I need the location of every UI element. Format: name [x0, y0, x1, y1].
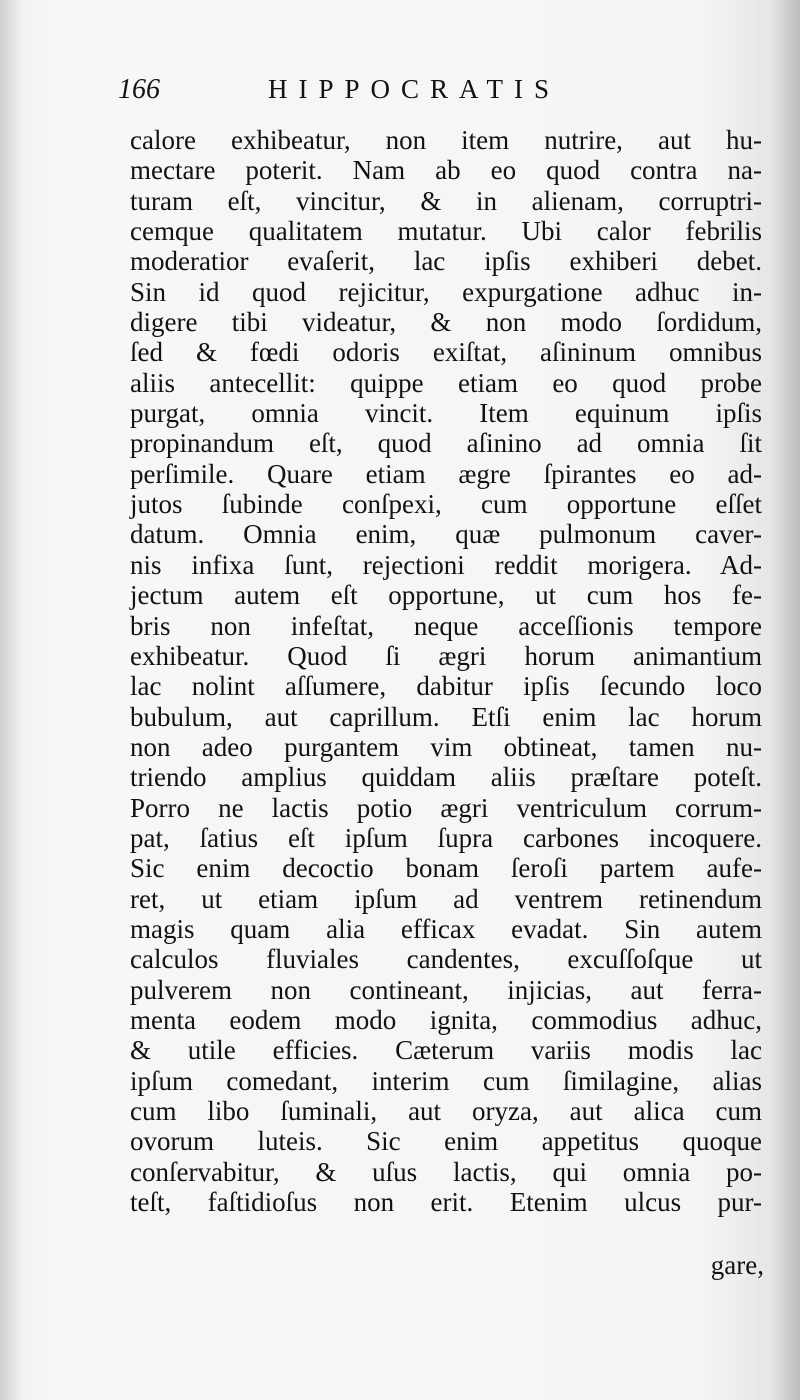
text-line: Porro ne lactis potio ægri ventriculum corrum-	[130, 792, 762, 823]
text-line: calore exhibeatur, non item nutrire, aut hu-	[130, 125, 762, 155]
text-line: propinandum eſt, quod aſinino ad omnia ſit	[130, 428, 762, 459]
text-line: bris non infeſtat, neque acceſſionis tempore	[130, 610, 762, 641]
text-line: purgat, omnia vincit. Item equinum ipſis	[130, 398, 762, 429]
text-line: jutos ſubinde conſpexi, cum opportune eſſet	[130, 489, 762, 520]
running-title: HIPPOCRATIS	[268, 74, 561, 104]
text-line: non adeo purgantem vim obtineat, tamen nu-	[130, 731, 762, 762]
running-head	[118, 70, 638, 110]
text-line: pat, ſatius eſt ipſum ſupra carbones incoquere.	[130, 822, 762, 853]
text-line: perſimile. Quare etiam ægre ſpirantes eo ad-	[130, 458, 762, 489]
text-line: jectum autem eſt opportune, ut cum hos fe-	[130, 580, 762, 611]
text-line: Sic enim decoctio bonam ſeroſi partem aufe-	[130, 853, 762, 884]
text-line: cemque qualitatem mutatur. Ubi calor febrilis	[130, 216, 762, 247]
text-line: & utile efficies. Cæterum variis modis lac	[130, 1035, 762, 1066]
text-line: datum. Omnia enim, quæ pulmonum caver-	[130, 519, 762, 550]
text-line: mectare poterit. Nam ab eo quod contra na-	[130, 155, 762, 186]
text-line: nis infixa ſunt, rejectioni reddit morigera. Ad-	[130, 549, 762, 580]
catchword: gare,	[710, 1250, 764, 1280]
text-line: ſed & fœdi odoris exiſtat, aſininum omnibus	[130, 337, 762, 368]
page-number: 166	[118, 74, 160, 105]
text-line: triendo amplius quiddam aliis præſtare poteſt.	[130, 762, 762, 793]
text-line: cum libo ſuminali, aut oryza, aut alica cum	[130, 1096, 762, 1126]
body-text	[130, 125, 762, 1217]
text-line: digere tibi videatur, & non modo ſordidum,	[130, 307, 762, 338]
text-line: ovorum luteis. Sic enim appetitus quoque	[130, 1126, 762, 1157]
text-line: conſervabitur, & uſus lactis, qui omnia po-	[130, 1156, 762, 1187]
text-line: pulverem non contineant, injicias, aut ferra-	[130, 974, 762, 1005]
text-line: moderatior evaſerit, lac ipſis exhiberi debet.	[130, 246, 762, 277]
text-line: bubulum, aut caprillum. Etſi enim lac horum	[130, 701, 762, 732]
text-line: turam eſt, vincitur, & in alienam, corruptri-	[130, 185, 762, 216]
text-line: ret, ut etiam ipſum ad ventrem retinendum	[130, 883, 762, 914]
text-line: aliis antecellit: quippe etiam eo quod probe	[130, 367, 762, 398]
text-line: exhibeatur. Quod ſi ægri horum animantium	[130, 640, 762, 671]
text-line: teſt, faſtidioſus non erit. Etenim ulcus pur-	[130, 1187, 762, 1218]
text-line: Sin id quod rejicitur, expurgatione adhuc in-	[130, 276, 762, 307]
text-line: ipſum comedant, interim cum ſimilagine, alias	[130, 1065, 762, 1096]
text-line: menta eodem modo ignita, commodius adhuc,	[130, 1004, 762, 1035]
text-line: calculos fluviales candentes, excuſſoſque ut	[130, 944, 762, 975]
text-line: magis quam alia efficax evadat. Sin autem	[130, 913, 762, 944]
text-line: lac nolint aſſumere, dabitur ipſis ſecundo loco	[130, 671, 762, 702]
